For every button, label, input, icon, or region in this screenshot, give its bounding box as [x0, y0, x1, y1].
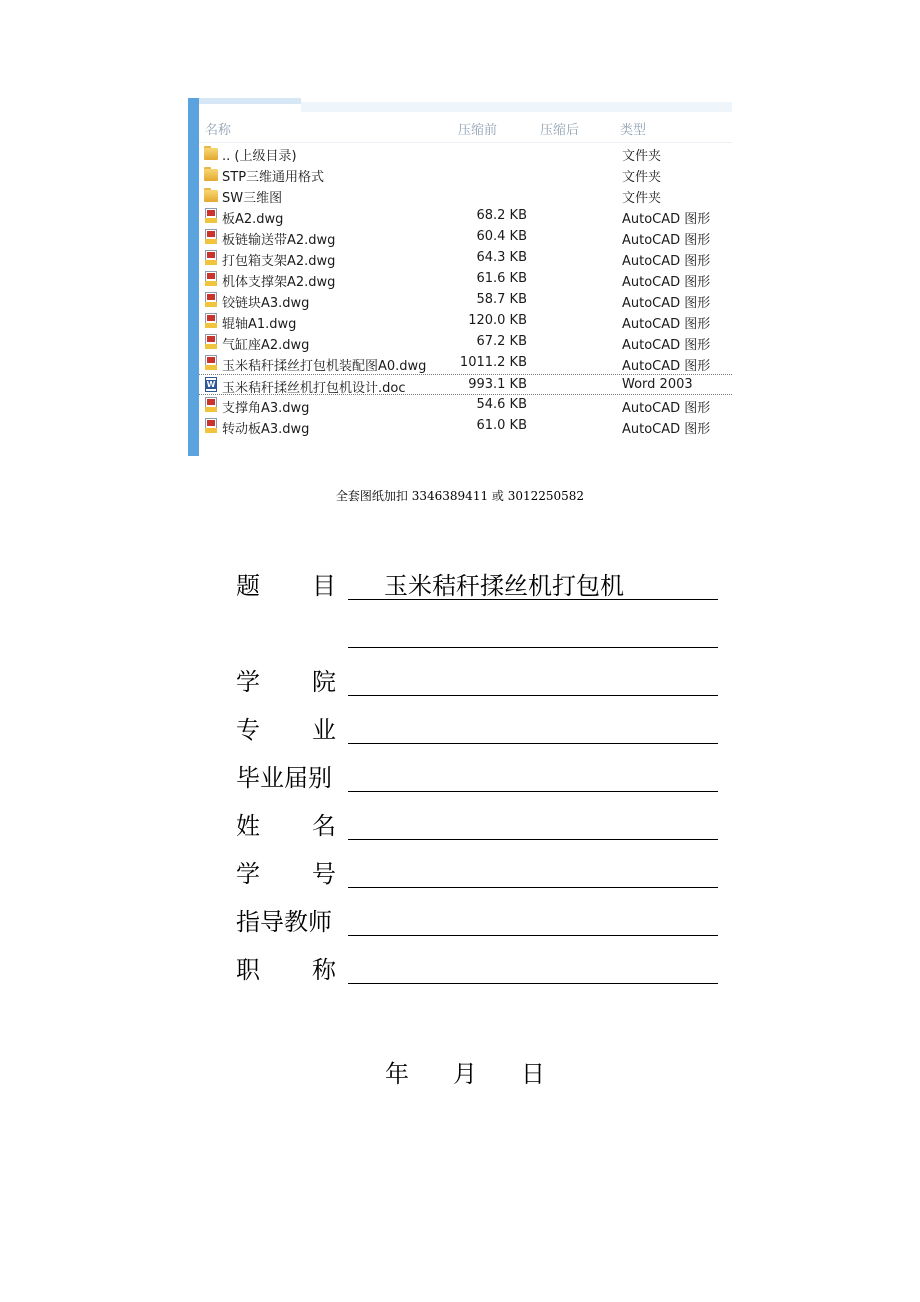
file-row[interactable]	[199, 227, 732, 248]
field-label	[236, 902, 336, 937]
dwg-file-icon	[203, 418, 219, 434]
file-name: 玉米秸秆揉丝机打包机设计.doc	[222, 381, 406, 396]
file-name: 打包箱支架A2.dwg	[222, 254, 336, 269]
file-row[interactable]	[199, 164, 732, 185]
file-row[interactable]	[199, 290, 732, 311]
folder-icon	[203, 187, 219, 203]
file-type: AutoCAD 图形	[622, 359, 711, 374]
form-field-row	[236, 608, 720, 648]
dwg-file-icon	[203, 355, 219, 371]
file-name: 铰链块A3.dwg	[222, 296, 310, 311]
file-type: AutoCAD 图形	[622, 401, 711, 416]
label-char: 学	[236, 668, 260, 696]
field-label	[236, 806, 336, 841]
label-char: 学	[236, 860, 260, 888]
field-label	[236, 662, 336, 697]
file-row[interactable]	[199, 185, 732, 206]
form-field-row	[236, 944, 720, 984]
file-size: 120.0 KB	[468, 313, 527, 328]
file-name: STP三维通用格式	[222, 170, 325, 185]
file-name: 辊轴A1.dwg	[222, 317, 297, 332]
fill-in-line[interactable]	[348, 695, 718, 696]
field-label	[236, 710, 336, 745]
form-field-row	[236, 848, 720, 888]
file-row[interactable]	[199, 206, 732, 227]
top-tab	[199, 98, 301, 104]
file-type: AutoCAD 图形	[622, 422, 711, 437]
field-label	[236, 566, 336, 601]
label-char: 指导教师	[236, 908, 332, 936]
dwg-file-icon	[203, 313, 219, 329]
dwg-file-icon	[203, 271, 219, 287]
folder-icon	[203, 145, 219, 161]
label-char: 题	[236, 572, 260, 600]
file-row[interactable]	[199, 269, 732, 290]
label-char: 名	[312, 812, 336, 840]
file-type: AutoCAD 图形	[622, 338, 711, 353]
file-name: 转动板A3.dwg	[222, 422, 310, 437]
label-char: 称	[312, 956, 336, 984]
column-name-header[interactable]: 名称	[205, 123, 232, 138]
file-row[interactable]	[199, 143, 732, 164]
file-name: 板A2.dwg	[222, 212, 284, 227]
file-type: AutoCAD 图形	[622, 233, 711, 248]
fill-in-line[interactable]	[348, 839, 718, 840]
file-row[interactable]	[199, 416, 732, 437]
folder-icon	[203, 166, 219, 182]
field-label	[236, 950, 336, 985]
file-row[interactable]	[199, 248, 732, 269]
file-row[interactable]	[199, 311, 732, 332]
file-size: 61.0 KB	[476, 418, 527, 433]
sidebar-strip	[188, 98, 199, 456]
file-type: AutoCAD 图形	[622, 317, 711, 332]
date-line	[385, 1054, 545, 1089]
label-char: 职	[236, 956, 260, 984]
form-field-row	[236, 560, 720, 600]
file-type: 文件夹	[622, 149, 662, 164]
file-name: 机体支撑架A2.dwg	[222, 275, 336, 290]
date-char: 月	[453, 1060, 477, 1088]
dwg-file-icon	[203, 292, 219, 308]
file-name: 支撑角A3.dwg	[222, 401, 310, 416]
label-char: 毕业届别	[236, 764, 332, 792]
fill-in-line[interactable]	[348, 983, 718, 984]
file-type: AutoCAD 图形	[622, 212, 711, 227]
form-field-row	[236, 752, 720, 792]
column-header	[199, 112, 732, 143]
column-type-header[interactable]: 类型	[620, 123, 647, 138]
fill-in-line[interactable]	[348, 647, 718, 648]
archive-file-list	[188, 98, 732, 456]
label-char: 专	[236, 716, 260, 744]
label-char: 院	[312, 668, 336, 696]
column-after-header[interactable]: 压缩后	[540, 123, 580, 138]
date-char: 日	[521, 1060, 545, 1088]
label-char: 号	[312, 860, 336, 888]
file-row[interactable]	[199, 395, 732, 416]
top-band	[301, 102, 732, 112]
file-size: 1011.2 KB	[459, 355, 527, 370]
fill-in-line[interactable]	[348, 743, 718, 744]
contact-line: 全套图纸加扣 3346389411 或 3012250582	[335, 489, 585, 503]
file-size: 60.4 KB	[476, 229, 527, 244]
file-row[interactable]	[199, 353, 732, 374]
file-size: 58.7 KB	[476, 292, 527, 307]
form-field-row	[236, 656, 720, 696]
dwg-file-icon	[203, 250, 219, 266]
form-field-row	[236, 800, 720, 840]
label-char: 业	[312, 716, 336, 744]
form-field-row	[236, 704, 720, 744]
file-size: 67.2 KB	[476, 334, 527, 349]
field-value: 玉米秸秆揉丝机打包机	[384, 572, 624, 600]
file-name: 气缸座A2.dwg	[222, 338, 310, 353]
fill-in-line[interactable]	[348, 791, 718, 792]
file-type: 文件夹	[622, 191, 662, 206]
file-size: 68.2 KB	[476, 208, 527, 223]
column-before-header[interactable]: 压缩前	[458, 123, 498, 138]
dwg-file-icon	[203, 334, 219, 350]
file-name: 板链输送带A2.dwg	[222, 233, 336, 248]
label-char: 目	[312, 572, 336, 600]
file-size: 993.1 KB	[468, 377, 527, 392]
field-label	[236, 758, 336, 793]
file-size: 64.3 KB	[476, 250, 527, 265]
form-field-row	[236, 896, 720, 936]
file-name: .. (上级目录)	[222, 149, 297, 164]
file-size: 61.6 KB	[476, 271, 527, 286]
dwg-file-icon	[203, 208, 219, 224]
file-row[interactable]	[199, 332, 732, 353]
word-doc-icon: W	[203, 377, 219, 393]
file-type: AutoCAD 图形	[622, 275, 711, 290]
file-row[interactable]	[199, 374, 732, 395]
file-name: 玉米秸秆揉丝打包机装配图A0.dwg	[222, 359, 427, 374]
file-type: AutoCAD 图形	[622, 296, 711, 311]
date-char: 年	[385, 1060, 409, 1088]
file-type: Word 2003	[622, 377, 693, 392]
file-size: 54.6 KB	[476, 397, 527, 412]
file-name: SW三维图	[222, 191, 283, 206]
fill-in-line[interactable]	[348, 935, 718, 936]
label-char: 姓	[236, 812, 260, 840]
field-label	[236, 854, 336, 889]
fill-in-line[interactable]	[348, 887, 718, 888]
file-type: 文件夹	[622, 170, 662, 185]
dwg-file-icon	[203, 397, 219, 413]
file-type: AutoCAD 图形	[622, 254, 711, 269]
dwg-file-icon	[203, 229, 219, 245]
